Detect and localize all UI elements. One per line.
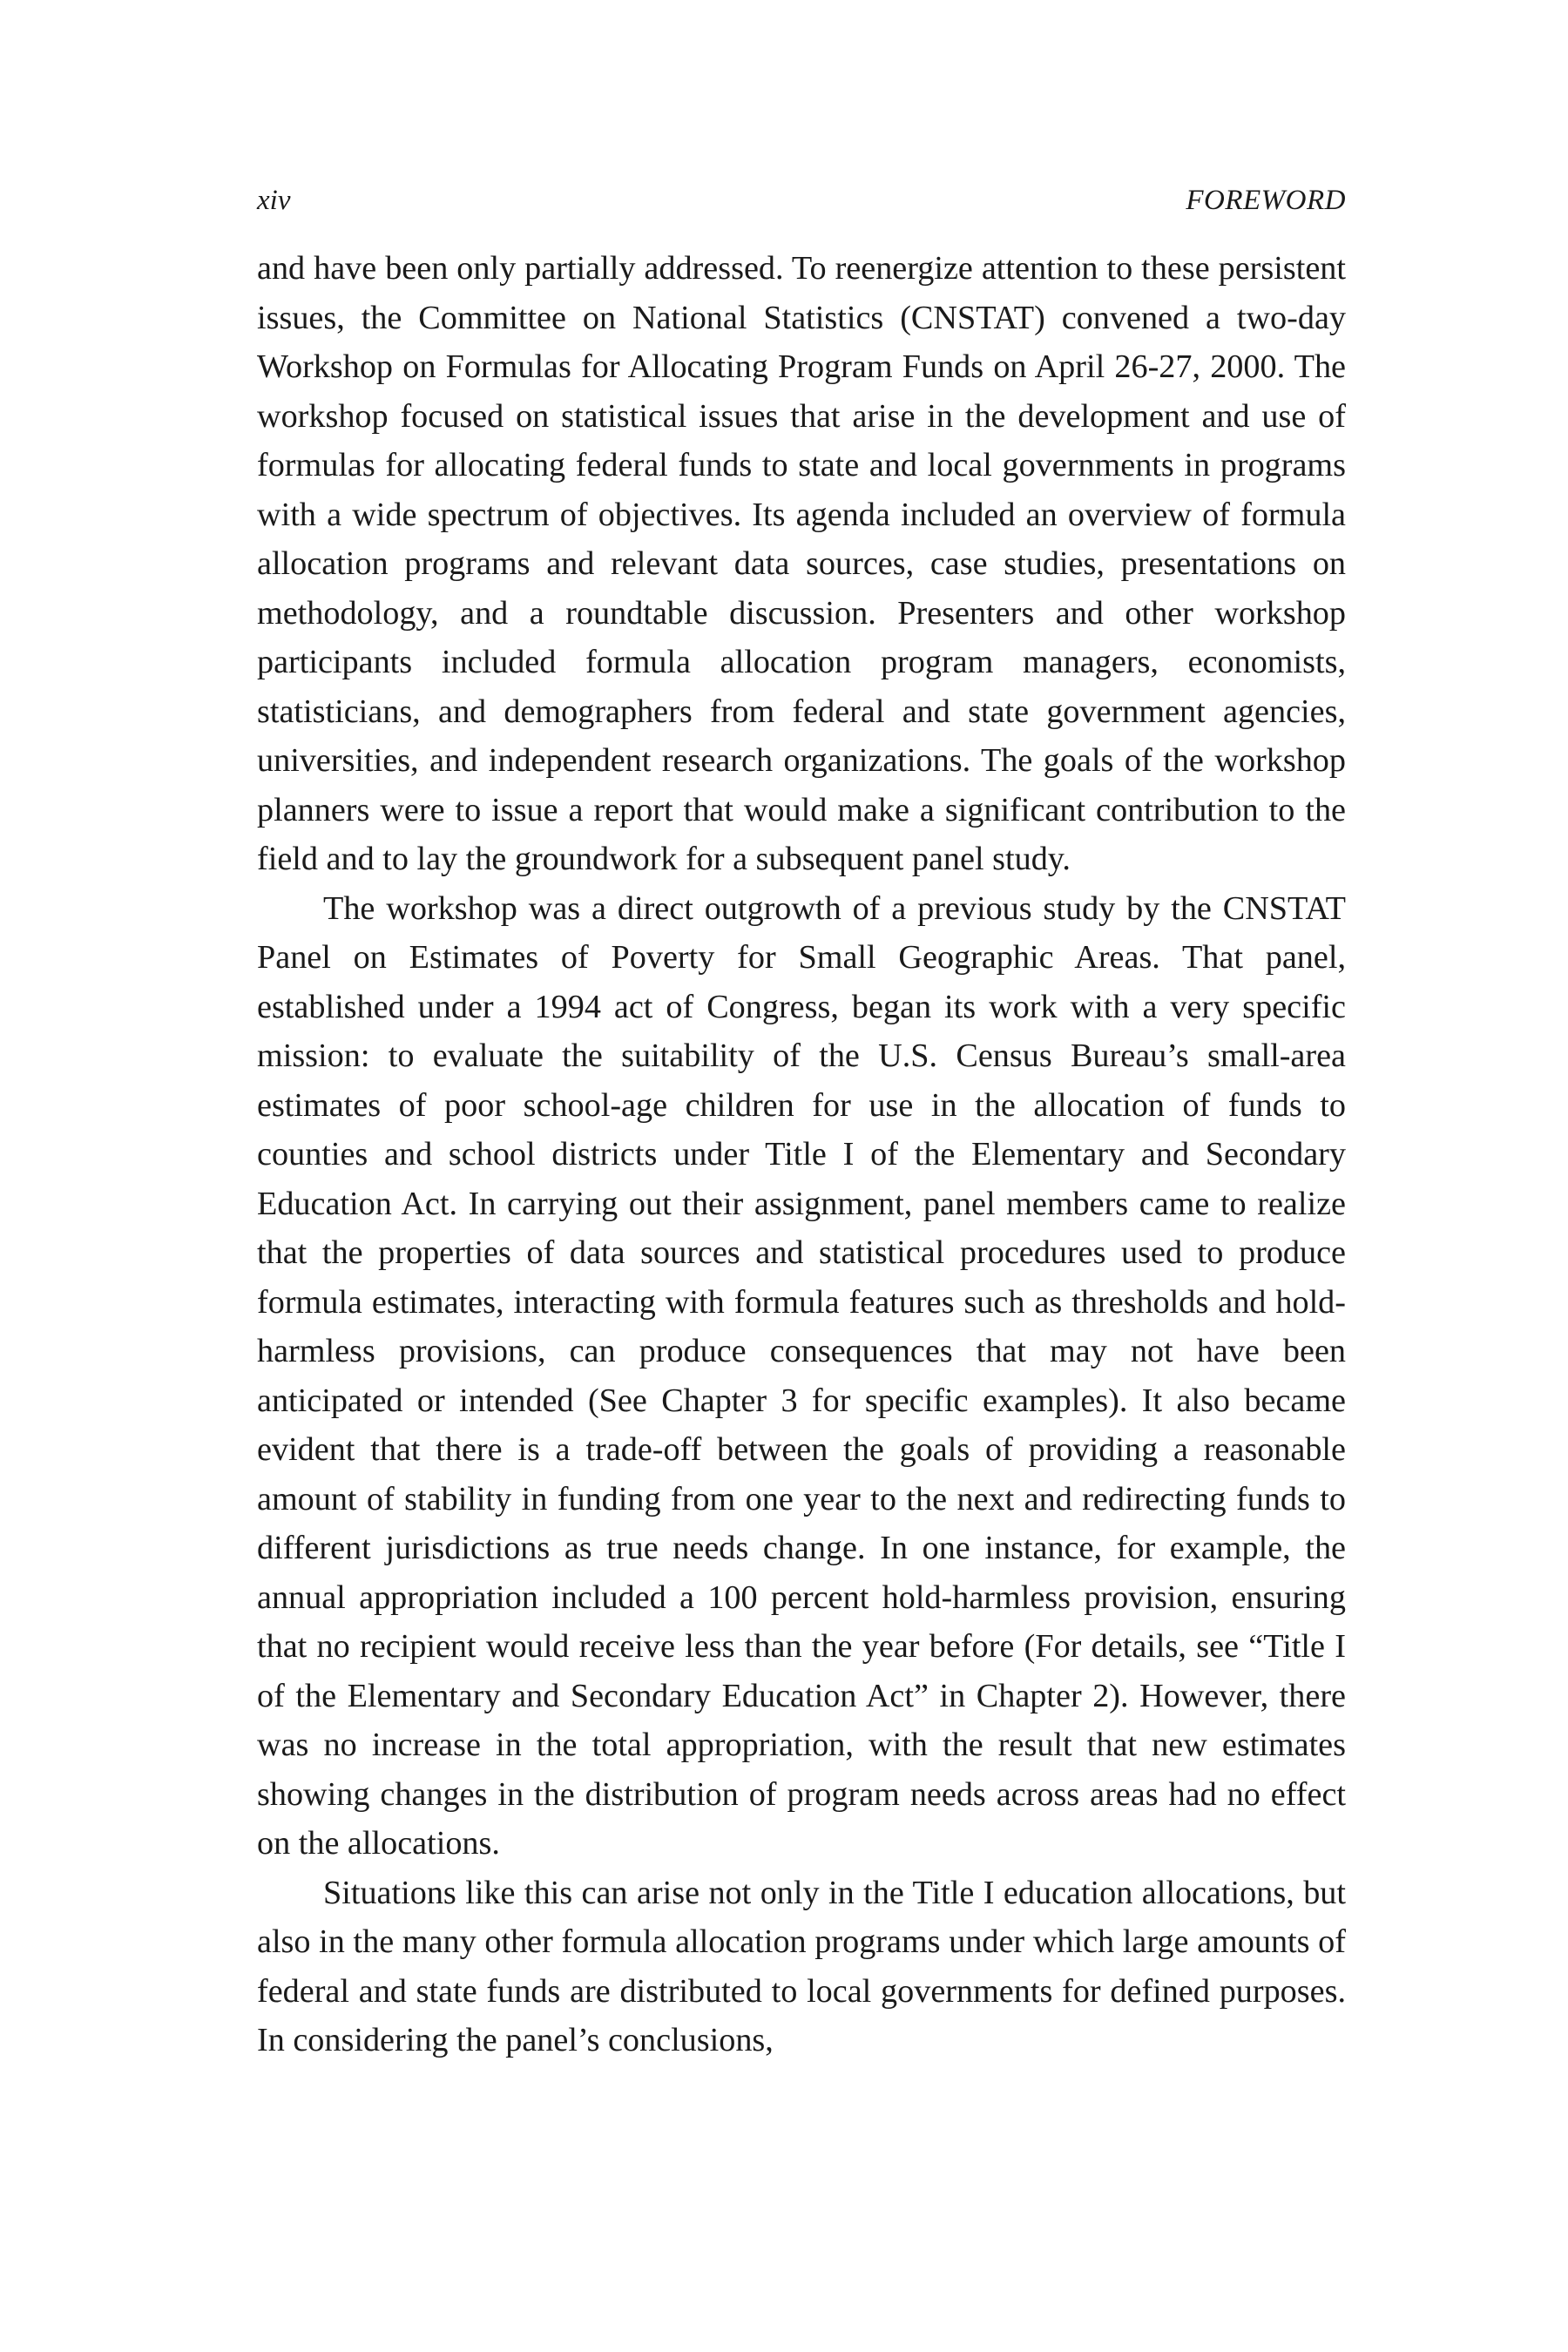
- paragraph-continued: and have been only partially addressed. To reenergize attention to these persistent issues, the Committee on National Statistics (CNSTAT) convened a two-day Workshop on Formulas for Allocating Program Funds on April 26-27, 2000. The workshop focused on statistical issues that arise in the development and use of formulas for allocating federal funds to state and local governments in programs with a wide spectrum of objectives. Its agenda included an overview of formula allocation programs and relevant data sources, case studies, presentations on methodology, and a roundtable discussion. Presenters and other workshop participants included formula allocation program managers, economists, statisticians, and demographers from federal and state government agencies, universities, and independent research organizations. The goals of the workshop planners were to issue a report that would make a significant contribution to the field and to lay the groundwork for a subsequent panel study.: [257, 250, 1346, 877]
- running-head: [257, 185, 1346, 228]
- paragraph-situations: Situations like this can arise not only in the Title I education allocations, but also in the many other formula allocation programs under which large amounts of federal and state funds are distributed to local governments for defined purposes. In considering the panel’s conclusions,: [257, 1874, 1346, 2058]
- paragraph-workshop-origin: The workshop was a direct outgrowth of a previous study by the CNSTAT Panel on Estimates of Poverty for Small Geographic Areas. That panel, established under a 1994 act of Congress, began its work with a very specific mission: to evaluate the suitability of the U.S. Census Bureau’s small-area estimates of poor school-age children for use in the allocation of funds to counties and school districts under Title I of the Elementary and Secondary Education Act. In carrying out their assignment, panel members came to realize that the properties of data sources and statistical procedures used to produce formula estimates, interacting with formula features such as thresholds and hold-harmless provisions, can produce consequences that may not have been anticipated or intended (See Chapter 3 for specific examples). It also became evident that there is a trade-off between the goals of providing a reasonable amount of stability in funding from one year to the next and redirecting funds to different jurisdictions as true needs change. In one instance, for example, the annual appropriation included a 100 percent hold-harmless provision, ensuring that no recipient would receive less than the year before (For details, see “Title I of the Elementary and Secondary Education Act” in Chapter 2). However, there was no increase in the total appropriation, with the result that new estimates showing changes in the distribution of program needs across areas had no effect on the allocations.: [257, 889, 1346, 1862]
- body-text: [257, 244, 1346, 2065]
- page-number: xiv: [257, 185, 291, 216]
- section-title: FOREWORD: [1186, 185, 1346, 216]
